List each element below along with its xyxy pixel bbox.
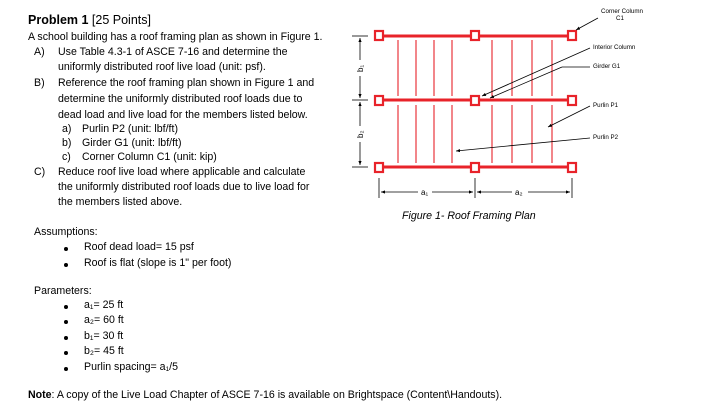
note-label: Note [28,389,52,401]
problem-title: Problem 1 [25 Points] [28,13,151,27]
part-b-line1: Reference the roof framing plan shown in Figure 1 and [58,77,315,89]
column [568,163,576,172]
part-c-line3: the members listed above. [58,196,183,208]
leader-corner-column [576,18,598,30]
column [375,163,383,172]
leader-purlin-p2 [456,138,590,151]
leader-purlin-p1 [548,106,590,127]
part-c-line1: Reduce roof live load where applicable and calculate [58,166,306,178]
parameters-heading: Parameters: [34,285,92,297]
figure-caption: Figure 1- Roof Framing Plan [402,210,536,222]
parameter-item: b₂= 45 ft [84,345,124,357]
leader-interior-column [482,48,590,96]
part-b-item-marker: a) [62,123,72,135]
leader-girder-arrow [490,67,562,98]
label-corner-column-id: C1 [616,15,624,22]
label-interior-column: Interior Column [593,44,636,51]
column [568,31,576,40]
assumptions-heading: Assumptions: [34,226,98,238]
label-purlin-p2: Purlin P2 [593,134,619,141]
parameter-item: Purlin spacing= a₁/5 [84,361,178,373]
parameter-item: b₁= 30 ft [84,330,124,342]
dim-label-a2: a₂ [515,188,523,197]
column [471,163,479,172]
dimension-vertical [352,36,368,167]
label-corner-column: Corner Column [601,8,643,15]
column [568,96,576,105]
part-b-marker: B) [34,77,45,89]
part-a-line2: uniformly distributed roof live load (unit: psf). [58,61,266,73]
part-b-line3: dead load and live load for the members listed below. [58,109,308,121]
parameter-item: a₂= 60 ft [84,314,124,326]
part-a-line1: Use Table 4.3-1 of ASCE 7-16 and determine the [58,46,288,58]
part-c-line2: the uniformly distributed roof loads due to live load for [58,181,310,193]
part-b-line2: determine the uniformly distributed roof loads due to [58,93,303,105]
part-c-marker: C) [34,166,46,178]
column-c1 [375,31,383,40]
dim-label-b2: b₂ [356,130,365,138]
part-b-item-text: Girder G1 (unit: lbf/ft) [82,137,182,149]
interior-column [471,96,479,105]
label-purlin-p1: Purlin P1 [593,102,619,109]
column [471,31,479,40]
dimension-horizontal [379,178,572,198]
problem-points: [25 Points] [91,13,151,27]
note-text: : A copy of the Live Load Chapter of ASCE 7-16 is available on Brightspace (Content\Handouts). [51,389,503,401]
problem-intro: A school building has a roof framing plan as shown in Figure 1. [28,31,323,43]
label-girder-g1: Girder G1 [593,63,621,70]
column [375,96,383,105]
dim-label-b1: b₁ [356,64,365,72]
dim-label-a1: a₁ [421,188,429,197]
parameter-item: a₁= 25 ft [84,299,124,311]
part-a-marker: A) [34,46,45,58]
part-b-item-marker: b) [62,137,72,149]
part-b-item-marker: c) [62,151,71,163]
assumption-item: Roof is flat (slope is 1" per foot) [84,257,232,269]
part-b-item-text: Corner Column C1 (unit: kip) [82,151,217,163]
assumption-item: Roof dead load= 15 psf [84,241,194,253]
part-b-item-text: Purlin P2 (unit: lbf/ft) [82,123,178,135]
